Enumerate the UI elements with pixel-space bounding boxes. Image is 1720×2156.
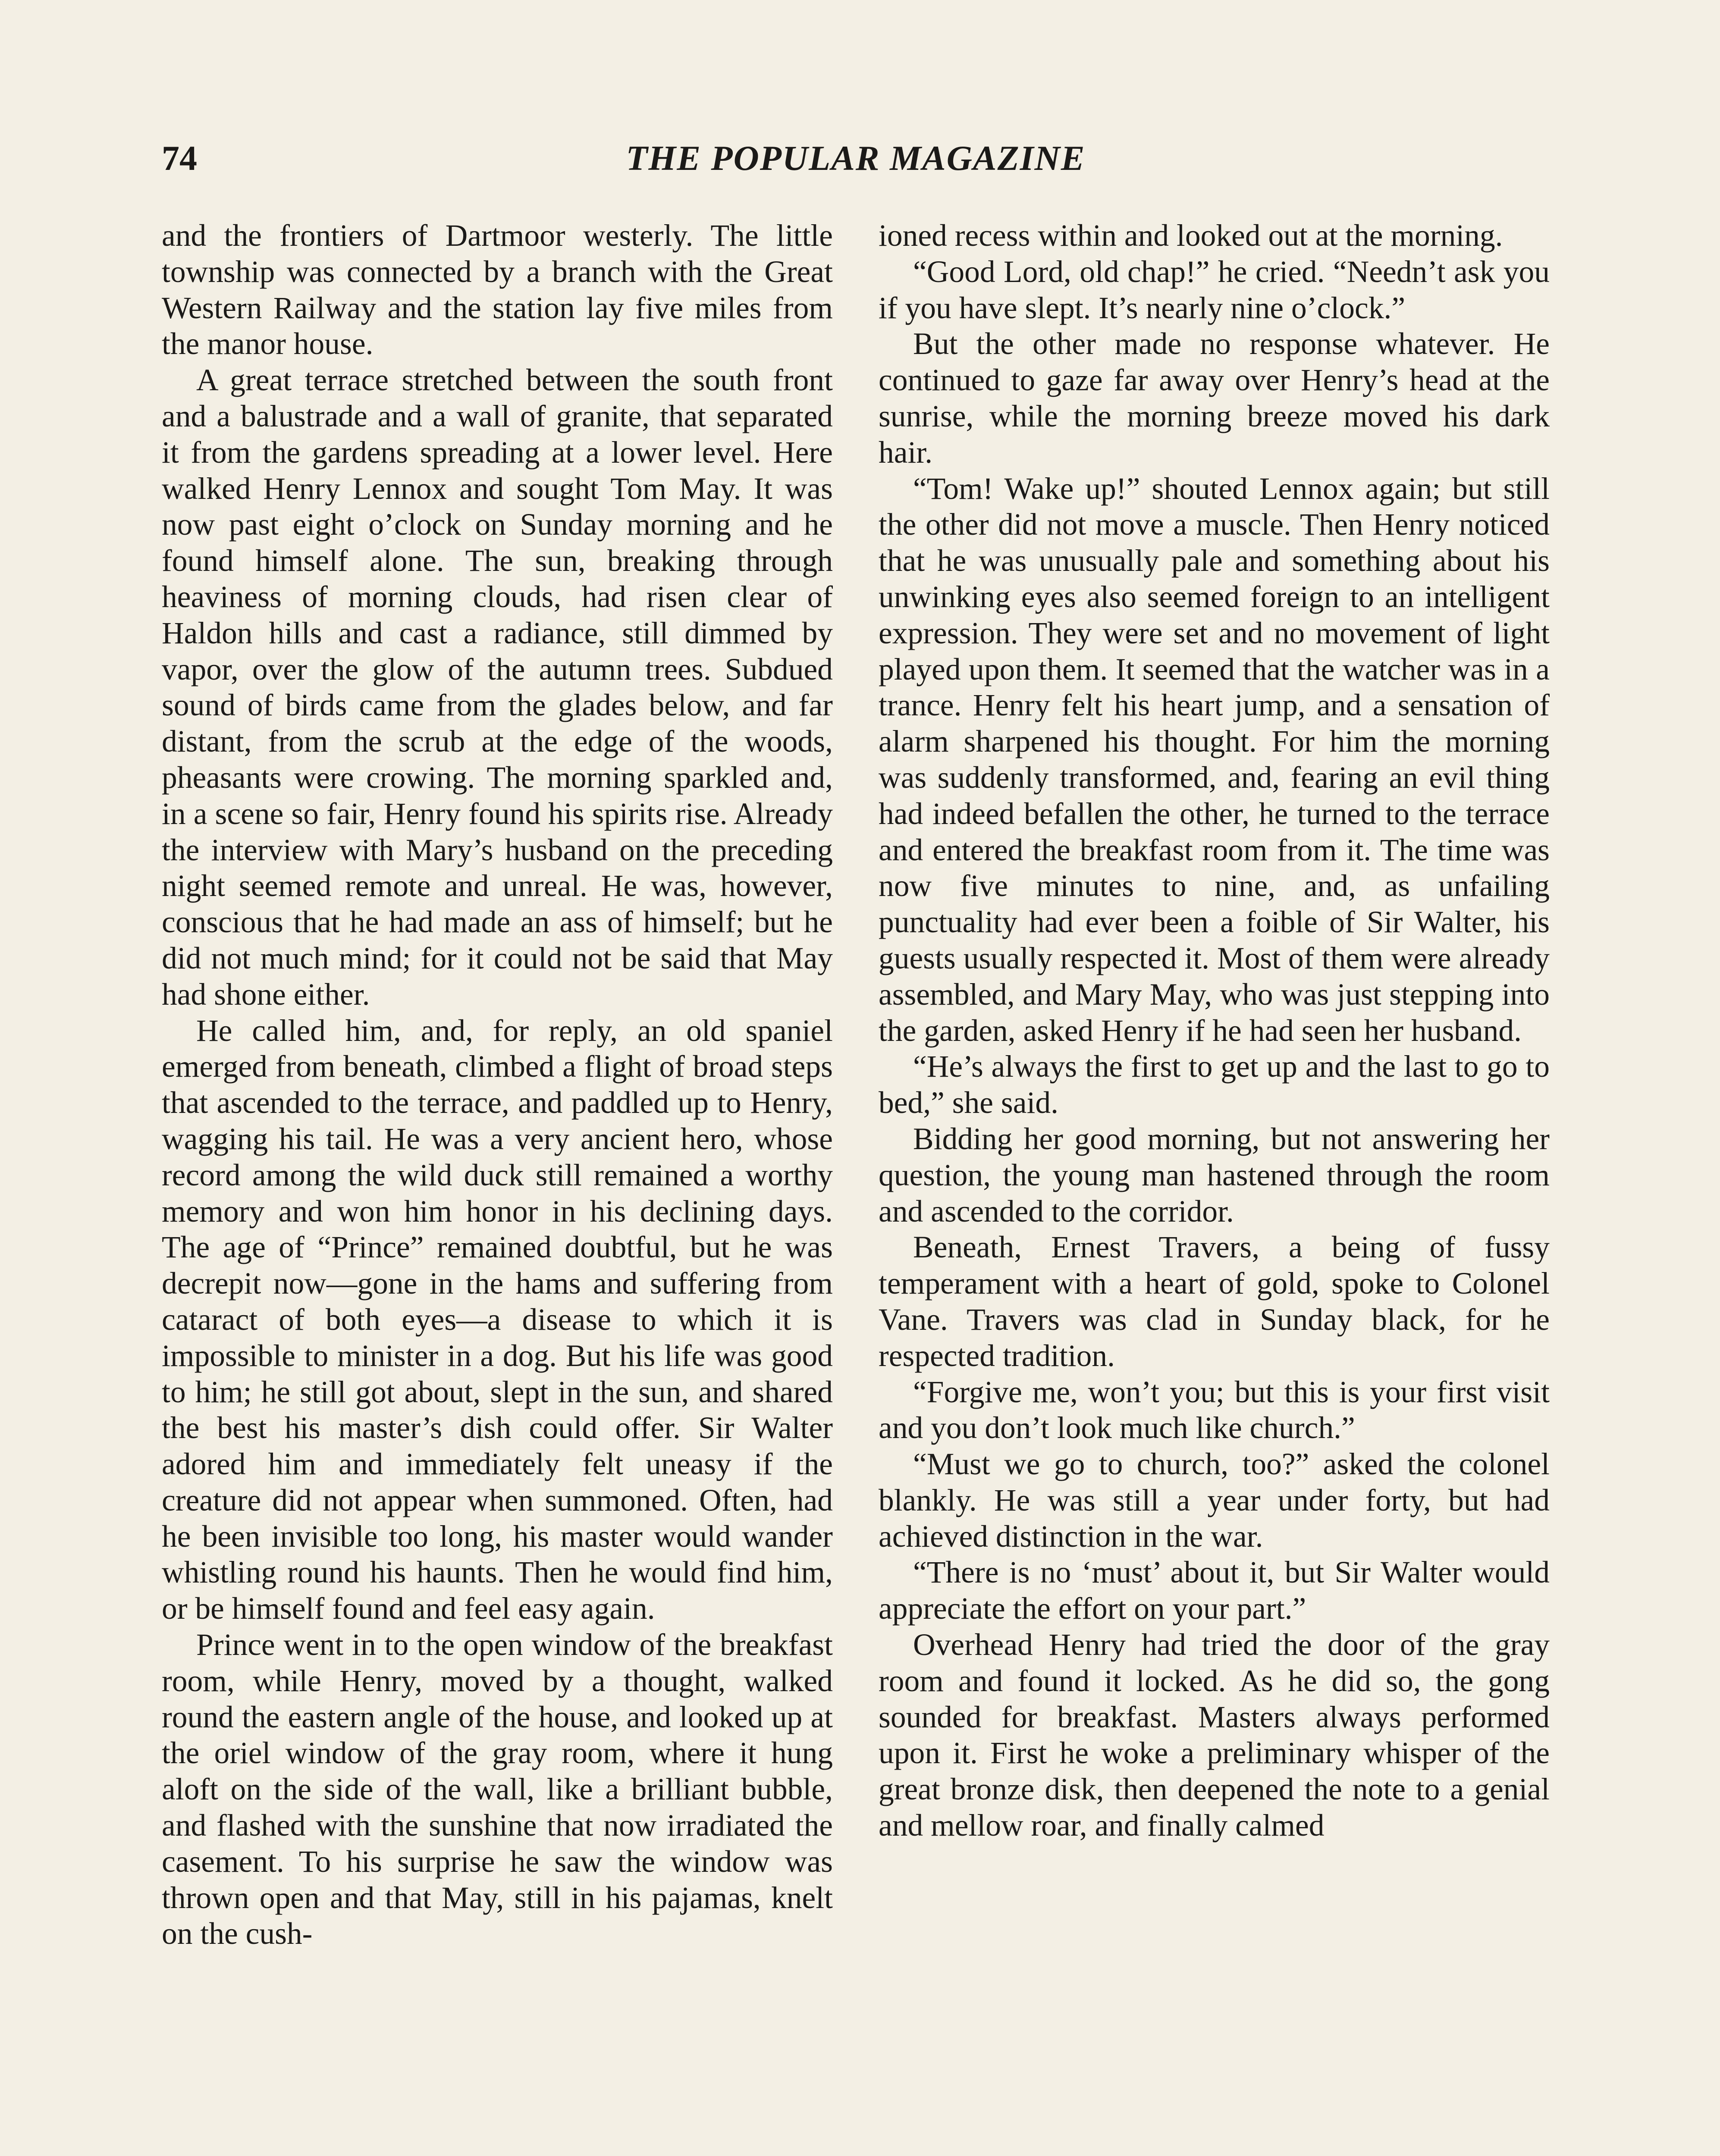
paragraph: ioned recess within and looked out at the morning. (879, 219, 1503, 253)
page-number: 74 (162, 138, 197, 178)
text-columns (162, 218, 1550, 2156)
page-header (162, 129, 1550, 194)
paragraph: Bidding her good morning, but not answering her question, the young man hastened through the room and ascended to the corridor. (879, 1122, 1550, 1228)
paragraph: “He’s always the first to get up and the last to go to bed,” she said. (879, 1050, 1550, 1120)
paragraph: But the other made no response whatever. He continued to gaze far away over Henry’s head at the sunrise, while the morning breeze moved his dark hair. (879, 327, 1550, 470)
paragraph: “Good Lord, old chap!” he cried. “Needn’t ask you if you have slept. It’s nearly nine o’clock.” (879, 254, 1550, 325)
left-column (162, 218, 833, 2156)
paragraph: A great terrace stretched between the south front and a balustrade and a wall of granite, that separated it from the gardens spreading at a lower level. Here walked Henry Lennox and sought Tom May. It was now past eight o’clock on Sunday morning and he found himself alone. The sun, breaking through heaviness of morning clouds, had risen clear of Haldon hills and cast a radiance, still dimmed by vapor, over the glow of the autumn trees. Subdued sound of birds came from the glades below, and far distant, from the scrub at the edge of the woods, pheasants were crowing. The morning sparkled and, in a scene so fair, Henry found his spirits rise. Already the interview with Mary’s husband on the preceding night seemed remote and unreal. He was, however, conscious that he had made an ass of himself; but he did not much mind; for it could not be said that May had shone either. (162, 363, 833, 1012)
paragraph: Prince went in to the open window of the breakfast room, while Henry, moved by a thought, walked round the eastern angle of the house, and looked up at the oriel window of the gray room, where it hung aloft on the side of the wall, like a brilliant bubble, and flashed with the sunshine that now irradiated the casement. To his surprise he saw the window was thrown open and that May, still in his pajamas, knelt on the cush- (162, 1628, 833, 1951)
running-head: THE POPULAR MAGAZINE (626, 138, 1086, 178)
paragraph: He called him, and, for reply, an old spaniel emerged from beneath, climbed a flight of broad steps that ascended to the terrace, and paddled up to Henry, wagging his tail. He was a very ancient hero, whose record among the wild duck still remained a worthy memory and won him honor in his declining days. The age of “Prince” remained doubtful, but he was decrepit now—gone in the hams and suffering from cataract of both eyes—a disease to which it is impossible to minister in a dog. But his life was good to him; he still got about, slept in the sun, and shared the best his master’s dish could offer. Sir Walter adored him and immediately felt uneasy if the creature did not appear when summoned. Often, had he been invisible too long, his master would wander whistling round his haunts. Then he would find him, or be himself found and feel easy again. (162, 1013, 833, 1626)
paragraph: Overhead Henry had tried the door of the gray room and found it locked. As he did so, the gong sounded for breakfast. Masters always performed upon it. First he woke a preliminary whisper of the great bronze disk, then deepened the note to a genial and mellow roar, and finally calmed (879, 1628, 1550, 1843)
paragraph: “Must we go to church, too?” asked the colonel blankly. He was still a year under forty, but had achieved distinction in the war. (879, 1447, 1550, 1554)
paragraph: “Forgive me, won’t you; but this is your first visit and you don’t look much like church.” (879, 1375, 1550, 1445)
paragraph: and the frontiers of Dartmoor westerly. The little township was connected by a branch with the Great Western Railway and the station lay five miles from the manor house. (162, 219, 833, 361)
paragraph: “There is no ‘must’ about it, but Sir Walter would appreciate the effort on your part.” (879, 1555, 1550, 1626)
paragraph: Beneath, Ernest Travers, a being of fussy temperament with a heart of gold, spoke to Colonel Vane. Travers was clad in Sunday black, for he respected tradition. (879, 1230, 1550, 1373)
paragraph: “Tom! Wake up!” shouted Lennox again; but still the other did not move a muscle. Then Henry noticed that he was unusually pale and something about his unwinking eyes also seemed foreign to an intelligent expression. They were set and no movement of light played upon them. It seemed that the watcher was in a trance. Henry felt his heart jump, and a sensation of alarm sharpened his thought. For him the morning was suddenly transformed, and, fearing an evil thing had indeed befallen the other, he turned to the terrace and entered the breakfast room from it. The time was now five minutes to nine, and, as unfailing punctuality had ever been a foible of Sir Walter, his guests usually respected it. Most of them were already assembled, and Mary May, who was just stepping into the garden, asked Henry if he had seen her husband. (879, 471, 1550, 1048)
right-column (879, 218, 1550, 2156)
